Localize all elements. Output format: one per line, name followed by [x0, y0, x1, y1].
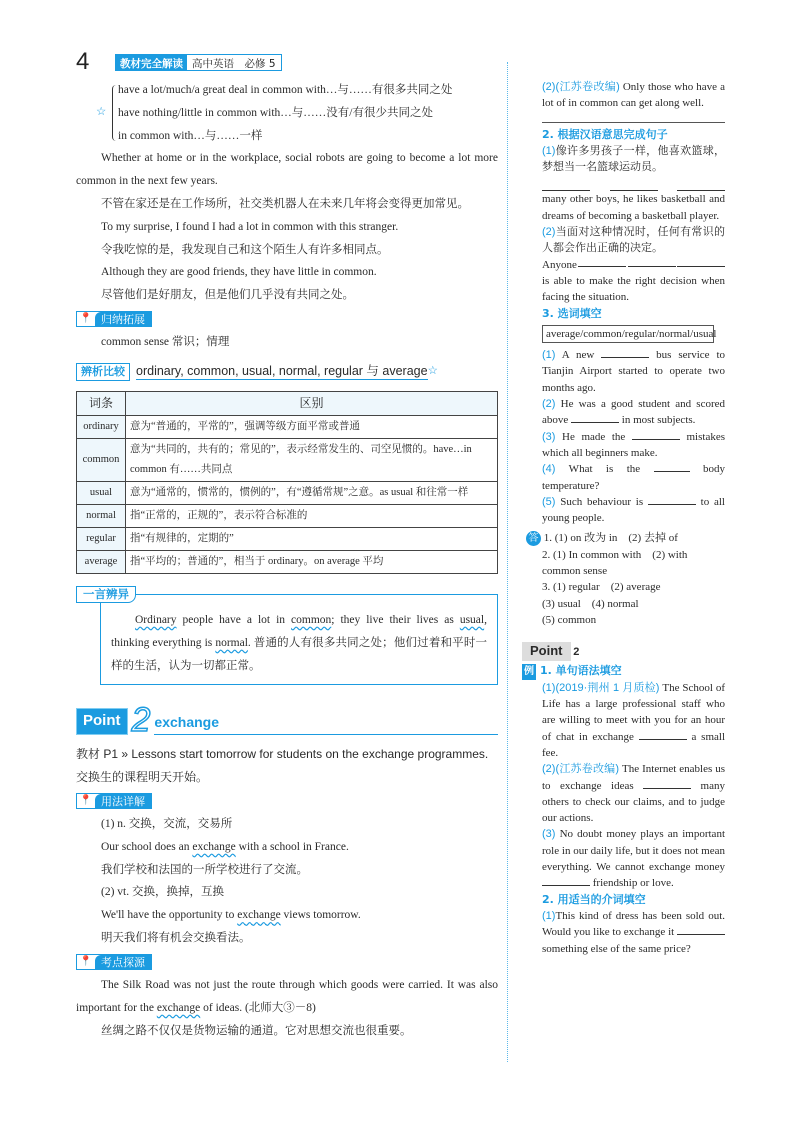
phrase: have nothing/little in common with…与……没有/有很少共同之处	[118, 106, 433, 119]
compare-tag: 辨析比较	[76, 363, 130, 381]
text: of ideas. (北师大③－8)	[200, 1001, 316, 1014]
left-column	[76, 79, 498, 1043]
usage-translation: 我们学校和法国的一所学校进行了交流。	[101, 863, 308, 876]
source-zh: 交换生的课程明天开始。	[76, 769, 209, 784]
exercise: (4) What is the body temperature?	[542, 463, 726, 492]
term: usual	[77, 481, 126, 504]
table-row	[77, 415, 498, 438]
text: with a school in France.	[235, 840, 349, 853]
text: . 普通的人有很多共同之处；他们过着和平时一样的生活，认为一切都正常。	[111, 636, 487, 672]
column-divider	[507, 62, 508, 1062]
compare-title: ordinary, common, usual, normal, regular 与 average	[136, 364, 428, 379]
word-box: average/common/regular/normal/usual	[542, 325, 714, 343]
q-text: Only those who have a lot of in common can get along well.	[542, 81, 726, 110]
exercise: (1)(2019·荆州 1 月质检) The School of Life has a large professional staff who are willing to meet with you for an hour of chat in exchange a small fee.	[542, 681, 726, 759]
exercise: (3) He made the mistakes which all beginners make.	[542, 430, 725, 459]
point-label: Point	[76, 708, 128, 735]
book-label: 高中英语 必修 5	[192, 58, 276, 70]
example-zh: 不管在家还是在工作场所，社交类机器人在未来几年将会变得更加常见。	[101, 197, 469, 210]
exercise: (5) Such behaviour is to all young people.	[542, 495, 725, 525]
tag-label: 用法详解	[95, 794, 151, 808]
pin-icon: 📍	[79, 794, 93, 806]
answer: (5) common	[542, 613, 597, 626]
exercise: (1)This kind of dress has been sold out. Would you like to exchange it something else of the same price?	[542, 909, 725, 955]
one-sentence-box	[83, 586, 498, 685]
tag-label: 归纳拓展	[95, 312, 151, 326]
exercise: (3) No doubt money plays an important role in our daily life, but it does not mean everything. We cannot exchange money friendship or love.	[542, 828, 725, 890]
text: , thinking everything is	[111, 613, 487, 649]
point-number: 2	[131, 700, 151, 739]
source-sentence	[76, 743, 498, 766]
definition: 指“有规律的，定期的”	[126, 527, 498, 550]
term: average	[77, 550, 126, 573]
source-prefix: 教材 P1 »	[76, 746, 129, 761]
example-zh: 令我吃惊的是，我发现自己和这个陌生人有许多相同点。	[101, 243, 389, 256]
exercise-heading: 2. 根据汉语意思完成句子	[542, 127, 668, 141]
keyword: exchange	[237, 909, 281, 922]
point-word: exchange	[154, 711, 498, 735]
point-label: Point	[522, 642, 571, 660]
source-en: Lessons start tomorrow for students on the exchange programmes.	[131, 746, 489, 761]
table-row	[77, 438, 498, 481]
definition: 意为“通常的，惯常的，惯例的”，有“遵循常规”之意。as usual 和往常一样	[126, 481, 498, 504]
example-en: To my surprise, I found I had a lot in common with this stranger.	[101, 220, 399, 233]
q-num: (2)	[542, 226, 556, 239]
section-tag-exam	[76, 954, 152, 970]
exercise-heading: 2. 用适当的介词填空	[542, 892, 646, 906]
usage-item: (2) vt. 交换，换掉，互换	[101, 886, 224, 899]
q-text: 像许多男孩子一样，他喜欢篮球，梦想当一名篮球运动员。	[542, 144, 725, 174]
pin-icon: 📍	[79, 955, 93, 967]
brace	[112, 85, 117, 141]
exercise	[542, 79, 725, 112]
keyword: Ordinary	[135, 613, 177, 626]
usage-item: (1) n. 交换，交流，交易所	[101, 817, 233, 830]
keyword: exchange	[192, 840, 236, 853]
exercise: (2) He was a good student and scored above in most subjects.	[542, 398, 725, 427]
text: views tomorrow.	[280, 909, 361, 922]
answer: 2. (1) In common with (2) with common sense	[542, 548, 688, 578]
keyword: usual	[459, 613, 485, 626]
example-icon: 例	[522, 664, 536, 680]
usage-translation: 明天我们将有机会交换看法。	[101, 931, 251, 944]
definition: 指“正常的，正规的”，表示符合标准的	[126, 504, 498, 527]
exam-translation: 丝绸之路不仅仅是货物运输的通道。它对思想交流也很重要。	[101, 1024, 412, 1037]
point-number: 2	[573, 646, 580, 659]
exam-example	[76, 974, 498, 1020]
term: regular	[77, 527, 126, 550]
exercise: (1) A new bus service to Tianjin Airport started to operate two months ago.	[542, 349, 725, 394]
q-text: is able to make the right decision when facing the situation.	[542, 274, 725, 304]
box-label: 一言辨异	[76, 586, 136, 603]
comparison-table	[76, 391, 498, 574]
q-text: many other boys, he likes basketball and dreams of becoming a basketball player.	[542, 193, 725, 222]
term: ordinary	[77, 415, 126, 438]
answer-icon: 答	[526, 531, 541, 546]
exercise: (2)(江苏卷改编) The Internet enables us to exchange ideas many others to check our claims, and to judge our actions.	[542, 763, 726, 825]
star-icon: ☆	[427, 365, 438, 378]
phrase: have a lot/much/a great deal in common with…与……有很多共同之处	[118, 84, 453, 96]
table-header: 区别	[126, 391, 498, 415]
exercise	[542, 224, 725, 257]
box-text	[111, 609, 487, 678]
keyword: exchange	[156, 1001, 201, 1014]
phrase: in common with…与……一样	[118, 129, 263, 142]
answers	[528, 530, 725, 628]
table-header: 词条	[77, 391, 126, 415]
table-row	[77, 504, 498, 527]
q-num: (2)	[542, 81, 556, 93]
star-icon: ☆	[96, 106, 107, 118]
term: common	[77, 438, 126, 481]
q-text: Anyone	[542, 258, 577, 271]
point-2-heading	[530, 628, 725, 662]
q-text: 当面对这种情况时，任何有常识的人都会作出正确的决定。	[542, 226, 725, 255]
text: people have a lot in	[176, 613, 292, 626]
example-en: Whether at home or in the workplace, social robots are going to become a lot more common in the next few years.	[76, 152, 498, 188]
usage-example	[76, 904, 498, 927]
section-tag-summary	[76, 311, 152, 327]
usage-example	[76, 836, 498, 859]
page-number: 4	[76, 48, 90, 75]
table-row	[77, 550, 498, 573]
example-zh: 尽管他们是好朋友，但是他们几乎没有共同之处。	[101, 289, 354, 302]
blanks	[542, 181, 725, 191]
q-source: (江苏卷改编)	[555, 81, 620, 93]
text: We'll have the opportunity to	[101, 909, 238, 922]
exercise-heading: 1. 单句语法填空	[540, 663, 622, 677]
term: normal	[77, 504, 126, 527]
expand-text: common sense 常识；情理	[101, 336, 230, 349]
tag-label: 考点探源	[95, 955, 151, 969]
compare-header	[76, 360, 498, 383]
definition: 指“平均的；普通的”，相当于 ordinary。on average 平均	[126, 550, 498, 573]
keyword: common	[291, 613, 332, 626]
answer: (3) usual (4) normal	[542, 597, 639, 610]
table-row	[77, 481, 498, 504]
pin-icon: 📍	[79, 312, 93, 324]
answer-line	[542, 122, 725, 123]
series-label: 教材完全解读	[116, 55, 187, 70]
answer: 3. (1) regular (2) average	[542, 581, 661, 594]
example-en: Although they are good friends, they have little in common.	[101, 266, 377, 279]
definition: 意为“共同的，共有的；常见的”，表示经常发生的、司空见惯的。have…in common 有……共同点	[126, 438, 498, 481]
book-badge	[115, 54, 282, 71]
text: The Silk Road was not just the route through which goods were carried. It was also important for the	[76, 979, 498, 1014]
right-column	[524, 79, 726, 957]
q-num: (1)	[542, 144, 556, 157]
phrase-group	[76, 79, 498, 147]
definition: 意为“普通的，平常的”，强调等级方面平常或普通	[126, 415, 498, 438]
text: Our school does an	[101, 840, 193, 853]
table-row	[77, 527, 498, 550]
text: ; they live their lives as	[331, 613, 460, 626]
keyword: normal	[215, 636, 248, 649]
exercise	[542, 257, 725, 273]
exercise-heading: 3. 选词填空	[542, 306, 602, 320]
section-tag-usage	[76, 793, 152, 809]
point-heading	[76, 700, 498, 739]
answer: 1. (1) on 改为 in (2) 去掉 of	[543, 532, 678, 545]
exercise	[542, 143, 725, 176]
